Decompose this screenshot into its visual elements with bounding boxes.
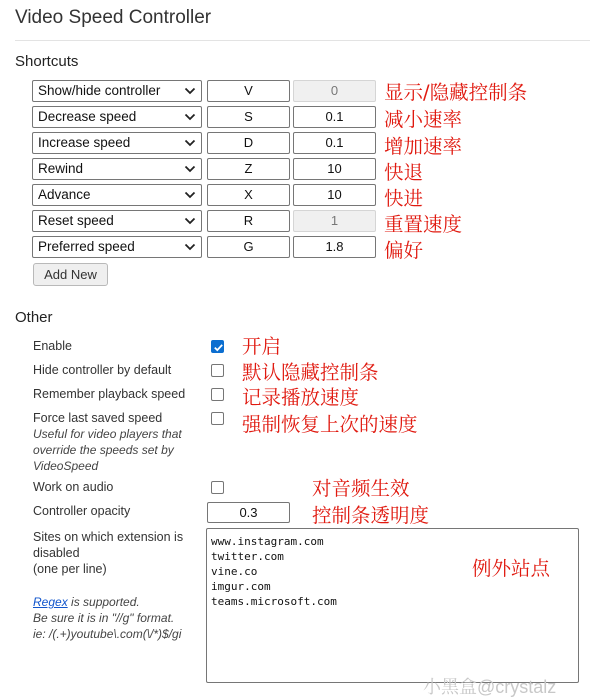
remember-speed-checkbox[interactable] xyxy=(211,388,224,401)
blacklist-site: vine.co xyxy=(211,565,258,578)
shortcut-action-select[interactable] xyxy=(32,132,202,154)
shortcut-action-select[interactable] xyxy=(32,210,202,232)
annotation-force-saved: 强制恢复上次的速度 xyxy=(242,413,418,436)
shortcut-action-label: Decrease speed xyxy=(38,109,137,124)
shortcut-value-input[interactable]: 1.8 xyxy=(293,236,376,258)
shortcut-action-select[interactable] xyxy=(32,80,202,102)
shortcut-action-label: Preferred speed xyxy=(38,239,135,254)
annotation-preferred: 偏好 xyxy=(384,239,424,262)
blacklist-site: teams.microsoft.com xyxy=(211,595,337,608)
annotation-enable: 开启 xyxy=(242,335,282,358)
shortcut-key-input[interactable]: V xyxy=(207,80,290,102)
chevron-down-icon xyxy=(184,136,196,150)
page-title: Video Speed Controller xyxy=(15,7,212,28)
regex-line: Be sure it is in "//g" format. xyxy=(33,611,175,625)
shortcut-action-label: Rewind xyxy=(38,161,84,176)
shortcut-action-label: Reset speed xyxy=(38,213,114,228)
blacklist-textarea[interactable] xyxy=(206,528,579,683)
force-saved-hint xyxy=(33,426,208,474)
enable-label: Enable xyxy=(33,339,72,353)
blacklist-label-line: Sites on which extension is xyxy=(33,530,184,544)
add-new-button[interactable]: Add New xyxy=(33,263,108,286)
annotation-rewind: 快退 xyxy=(384,161,424,184)
annotation-increase: 增加速率 xyxy=(384,135,463,158)
shortcut-action-label: Show/hide controller xyxy=(38,83,161,98)
regex-help xyxy=(33,594,181,642)
hide-by-default-checkbox[interactable] xyxy=(211,364,224,377)
title-divider xyxy=(15,40,590,41)
hint-line: VideoSpeed xyxy=(33,459,99,473)
blacklist-label-line: (one per line) xyxy=(33,562,107,576)
annotation-show-hide: 显示/隐藏控制条 xyxy=(384,81,528,104)
hint-line: Useful for video players that xyxy=(33,427,182,441)
shortcut-action-select[interactable] xyxy=(32,106,202,128)
blacklist-label-line: disabled xyxy=(33,546,80,560)
hide-by-default-label: Hide controller by default xyxy=(33,363,172,377)
shortcut-key-input[interactable]: S xyxy=(207,106,290,128)
shortcut-value-input[interactable]: 10 xyxy=(293,158,376,180)
shortcut-key-input[interactable]: R xyxy=(207,210,290,232)
shortcut-value-input[interactable]: 10 xyxy=(293,184,376,206)
shortcut-action-select[interactable] xyxy=(32,236,202,258)
chevron-down-icon xyxy=(184,188,196,202)
shortcut-key-input[interactable]: Z xyxy=(207,158,290,180)
annotation-opacity: 控制条透明度 xyxy=(312,504,430,527)
shortcut-action-label: Advance xyxy=(38,187,91,202)
shortcut-key-input[interactable]: G xyxy=(207,236,290,258)
opacity-input[interactable]: 0.3 xyxy=(207,502,290,523)
audio-label: Work on audio xyxy=(33,480,114,494)
force-saved-speed-checkbox[interactable] xyxy=(211,412,224,425)
enable-checkbox[interactable] xyxy=(211,340,224,353)
shortcut-action-label: Increase speed xyxy=(38,135,131,150)
annotation-hide-default: 默认隐藏控制条 xyxy=(242,361,379,384)
chevron-down-icon xyxy=(184,84,196,98)
annotation-reset: 重置速度 xyxy=(384,213,463,236)
annotation-remember: 记录播放速度 xyxy=(242,386,360,409)
shortcut-value-input: 1 xyxy=(293,210,376,232)
shortcut-action-select[interactable] xyxy=(32,158,202,180)
blacklist-label xyxy=(33,529,183,577)
regex-line: ie: /(.+)youtube\.com(\/*)$/gi xyxy=(33,627,182,641)
checkmark-icon xyxy=(212,341,225,354)
chevron-down-icon xyxy=(184,162,196,176)
hint-line: override the speeds set by xyxy=(33,443,174,457)
annotation-blacklist: 例外站点 xyxy=(472,557,551,580)
chevron-down-icon xyxy=(184,110,196,124)
regex-link[interactable]: Regex xyxy=(33,595,68,609)
force-saved-speed-label: Force last saved speed xyxy=(33,411,163,425)
chevron-down-icon xyxy=(184,240,196,254)
section-other-heading: Other xyxy=(15,309,53,326)
shortcut-value-input[interactable]: 0.1 xyxy=(293,106,376,128)
annotation-audio: 对音频生效 xyxy=(312,477,410,500)
shortcut-key-input[interactable]: X xyxy=(207,184,290,206)
annotation-decrease: 减小速率 xyxy=(384,108,463,131)
watermark: 小黑盒@crystalz xyxy=(423,677,557,697)
shortcut-action-select[interactable] xyxy=(32,184,202,206)
remember-speed-label: Remember playback speed xyxy=(33,387,186,401)
annotation-advance: 快进 xyxy=(384,187,424,210)
blacklist-site: www.instagram.com xyxy=(211,535,324,548)
audio-checkbox[interactable] xyxy=(211,481,224,494)
regex-suffix: is supported. xyxy=(67,595,140,609)
shortcut-value-input: 0 xyxy=(293,80,376,102)
chevron-down-icon xyxy=(184,214,196,228)
shortcut-key-input[interactable]: D xyxy=(207,132,290,154)
shortcut-value-input[interactable]: 0.1 xyxy=(293,132,376,154)
opacity-label: Controller opacity xyxy=(33,504,131,518)
blacklist-site: imgur.com xyxy=(211,580,271,593)
section-shortcuts-heading: Shortcuts xyxy=(15,53,79,70)
blacklist-site: twitter.com xyxy=(211,550,284,563)
